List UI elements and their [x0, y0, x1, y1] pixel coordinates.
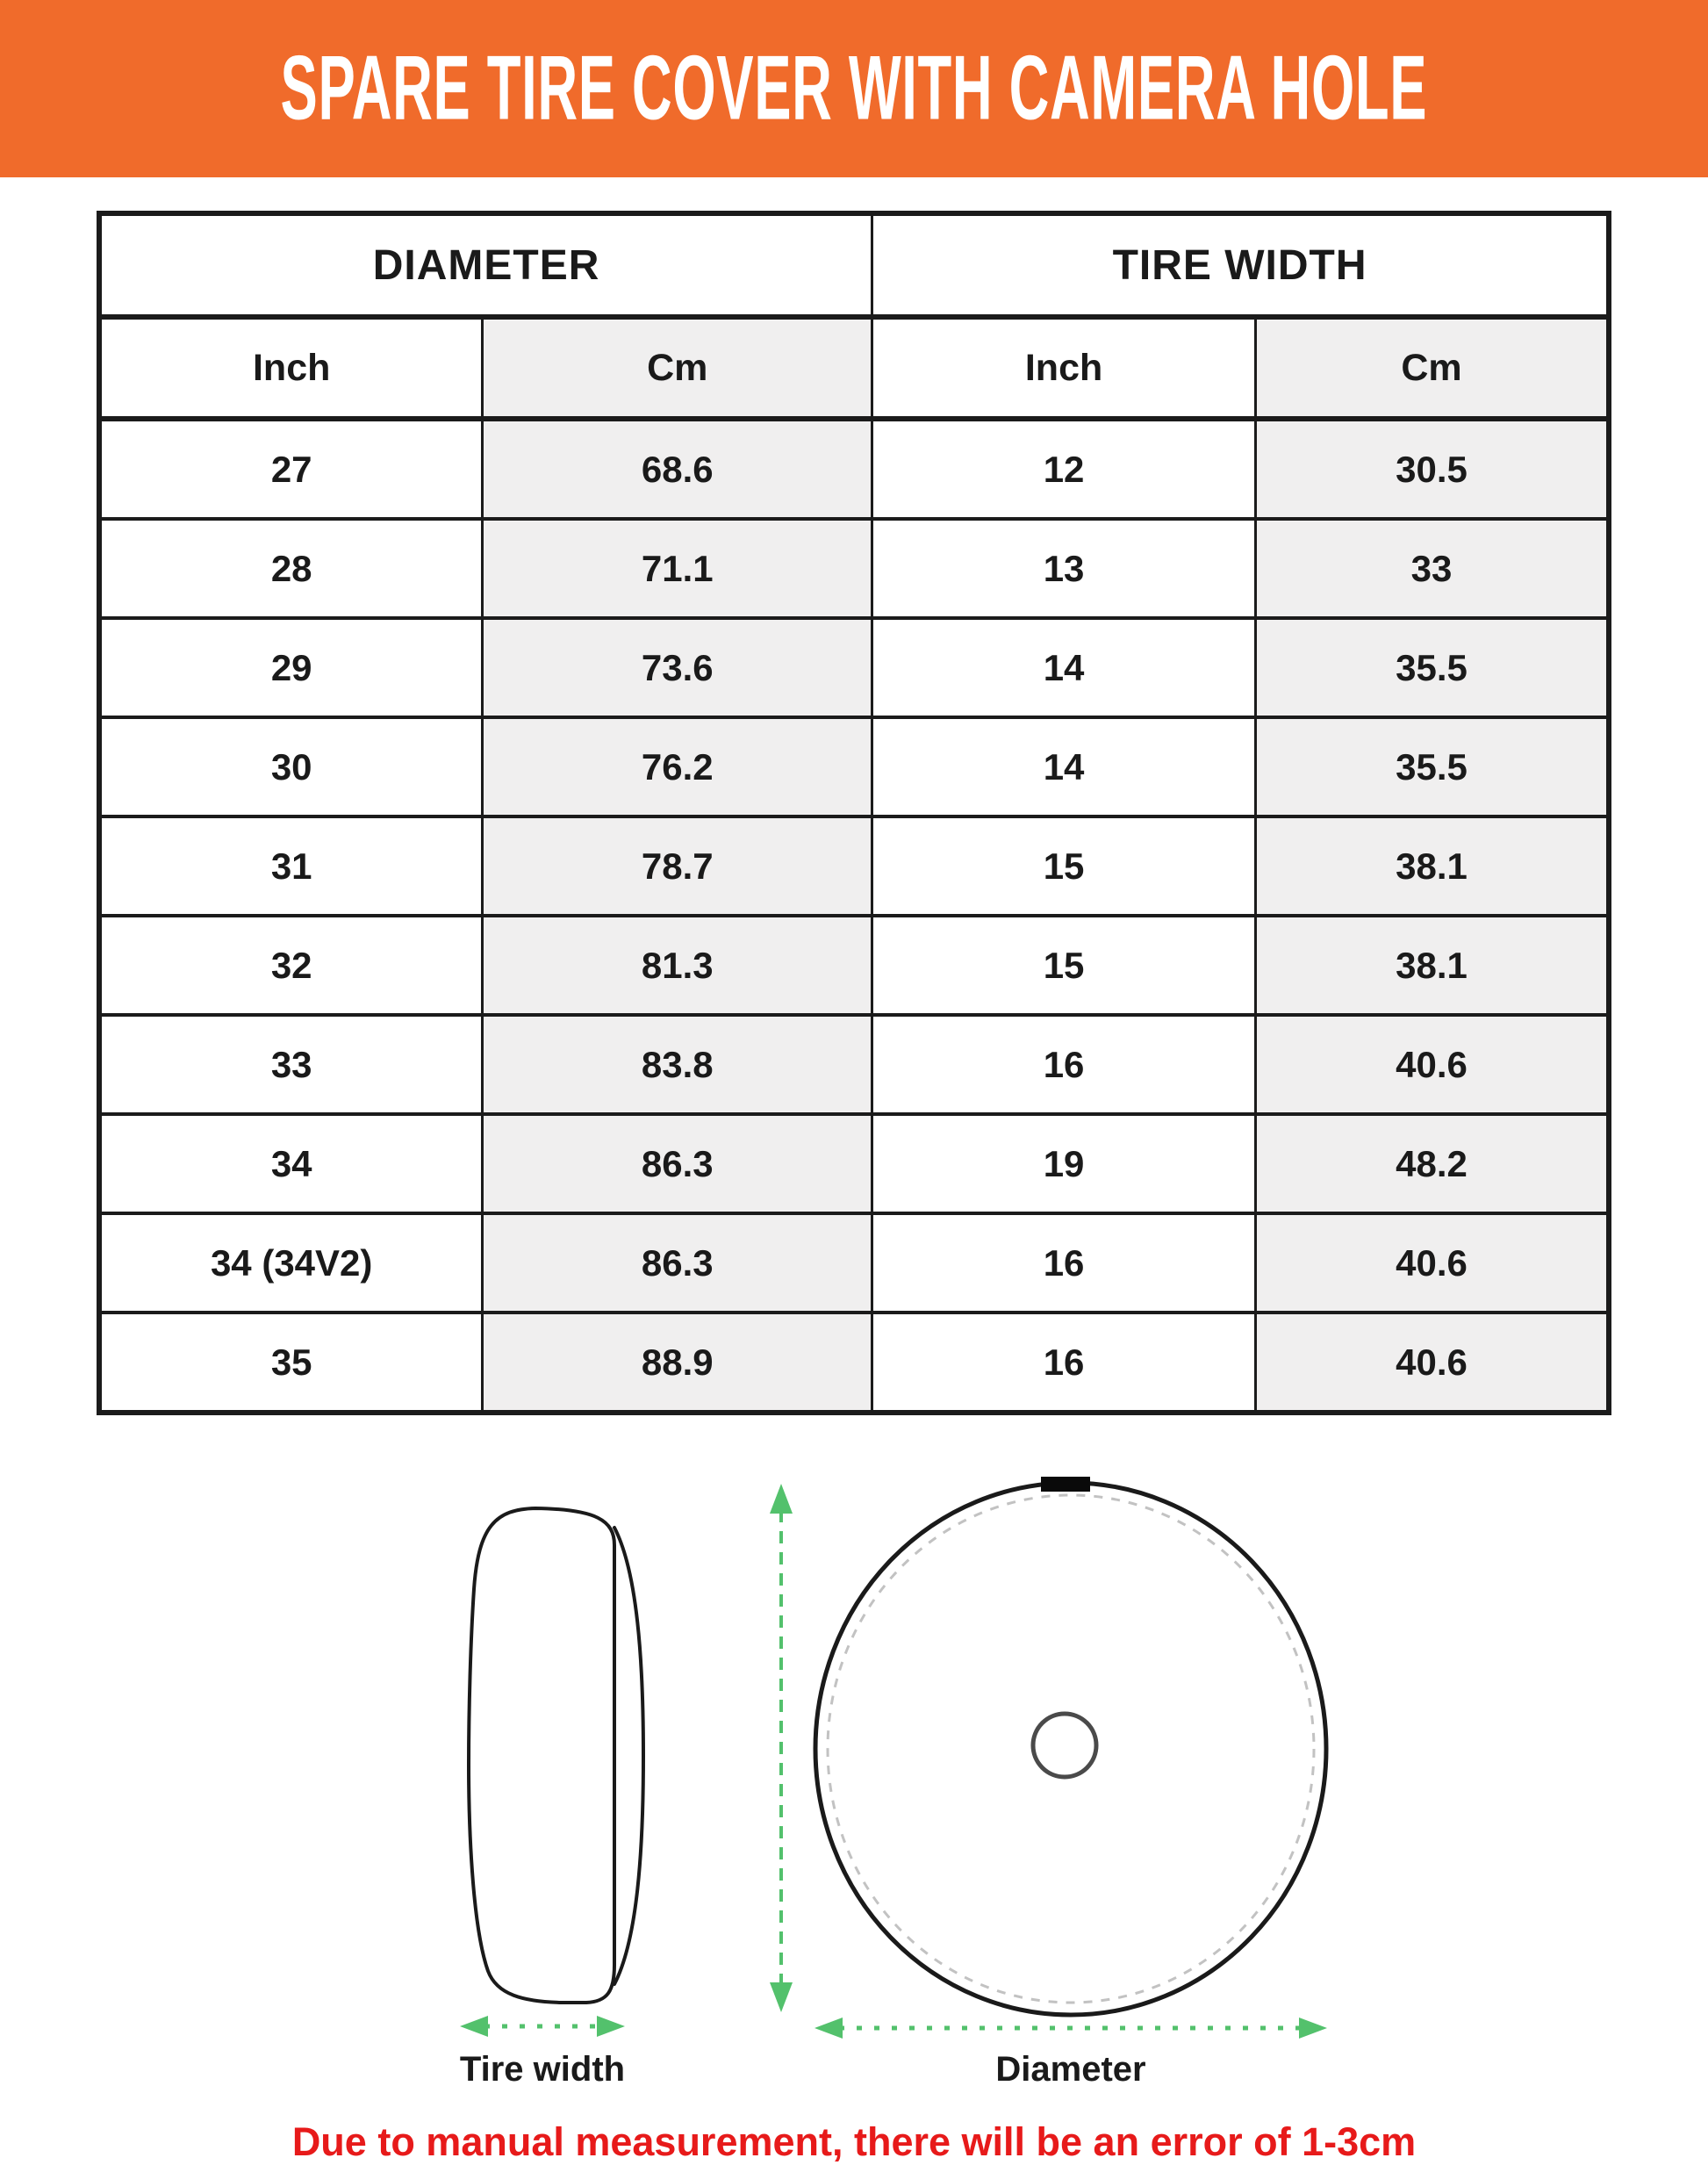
cell-cm: 38.1	[1256, 816, 1610, 916]
cell-cm: 40.6	[1256, 1213, 1610, 1313]
cell-cm: 86.3	[483, 1114, 872, 1213]
cell-cm: 88.9	[483, 1313, 872, 1413]
measurement-disclaimer: Due to manual measurement, there will be an error of 1-3cm	[291, 2119, 1417, 2164]
table-row	[99, 1213, 1609, 1313]
cell-inch: 16	[872, 1015, 1256, 1114]
cell-inch: 13	[872, 519, 1256, 618]
table-row	[99, 1114, 1609, 1213]
cell-cm: 86.3	[483, 1213, 872, 1313]
cell-inch: 30	[99, 717, 483, 816]
table-group-header-row	[99, 213, 1609, 317]
cell-cm: 78.7	[483, 816, 872, 916]
table-row	[99, 816, 1609, 916]
tire-front-view	[815, 1477, 1326, 2015]
cell-inch: 16	[872, 1313, 1256, 1413]
diameter-label: Diameter	[995, 2050, 1146, 2089]
cell-inch: 15	[872, 916, 1256, 1015]
cell-inch: 34 (34V2)	[99, 1213, 483, 1313]
column-header-cm: Cm	[1256, 317, 1610, 419]
cell-inch: 34	[99, 1114, 483, 1213]
cell-cm: 35.5	[1256, 717, 1610, 816]
table-row	[99, 1015, 1609, 1114]
column-header-inch: Inch	[872, 317, 1256, 419]
cell-cm: 76.2	[483, 717, 872, 816]
cell-cm: 38.1	[1256, 916, 1610, 1015]
cell-inch: 16	[872, 1213, 1256, 1313]
cell-inch: 12	[872, 419, 1256, 519]
size-chart-table	[97, 211, 1611, 1415]
cell-inch: 29	[99, 618, 483, 717]
tire-side-view	[469, 1508, 643, 2003]
column-header-inch: Inch	[99, 317, 483, 419]
table-body	[99, 419, 1609, 1413]
group-header-tire-width: TIRE WIDTH	[872, 213, 1609, 317]
cell-cm: 33	[1256, 519, 1610, 618]
tire-width-arrow	[460, 2016, 625, 2037]
table-row	[99, 618, 1609, 717]
camera-hole	[1033, 1714, 1096, 1777]
diameter-arrow	[815, 2018, 1327, 2039]
cell-cm: 40.6	[1256, 1313, 1610, 1413]
table-row	[99, 717, 1609, 816]
cell-inch: 14	[872, 618, 1256, 717]
cell-cm: 83.8	[483, 1015, 872, 1114]
cell-inch: 33	[99, 1015, 483, 1114]
cell-inch: 15	[872, 816, 1256, 916]
cell-inch: 14	[872, 717, 1256, 816]
cell-cm: 48.2	[1256, 1114, 1610, 1213]
cell-cm: 81.3	[483, 916, 872, 1015]
cell-inch: 35	[99, 1313, 483, 1413]
measurement-diagram	[0, 1422, 1708, 2116]
table-row	[99, 519, 1609, 618]
cell-cm: 68.6	[483, 419, 872, 519]
cell-cm: 35.5	[1256, 618, 1610, 717]
column-header-cm: Cm	[483, 317, 872, 419]
cell-cm: 40.6	[1256, 1015, 1610, 1114]
table-unit-header-row	[99, 317, 1609, 419]
page-title: SPARE TIRE COVER WITH CAMERA HOLE	[280, 37, 1428, 140]
cell-inch: 28	[99, 519, 483, 618]
cell-cm: 73.6	[483, 618, 872, 717]
table-row	[99, 419, 1609, 519]
group-header-diameter: DIAMETER	[99, 213, 872, 317]
cell-cm: 71.1	[483, 519, 872, 618]
cell-cm: 30.5	[1256, 419, 1610, 519]
cell-inch: 31	[99, 816, 483, 916]
tire-width-label: Tire width	[459, 2050, 626, 2089]
cell-inch: 27	[99, 419, 483, 519]
top-strap	[1041, 1477, 1090, 1492]
cell-inch: 19	[872, 1114, 1256, 1213]
table-row	[99, 1313, 1609, 1413]
banner	[0, 0, 1708, 177]
table-row	[99, 916, 1609, 1015]
cell-inch: 32	[99, 916, 483, 1015]
vertical-measure-arrow	[770, 1484, 793, 2012]
